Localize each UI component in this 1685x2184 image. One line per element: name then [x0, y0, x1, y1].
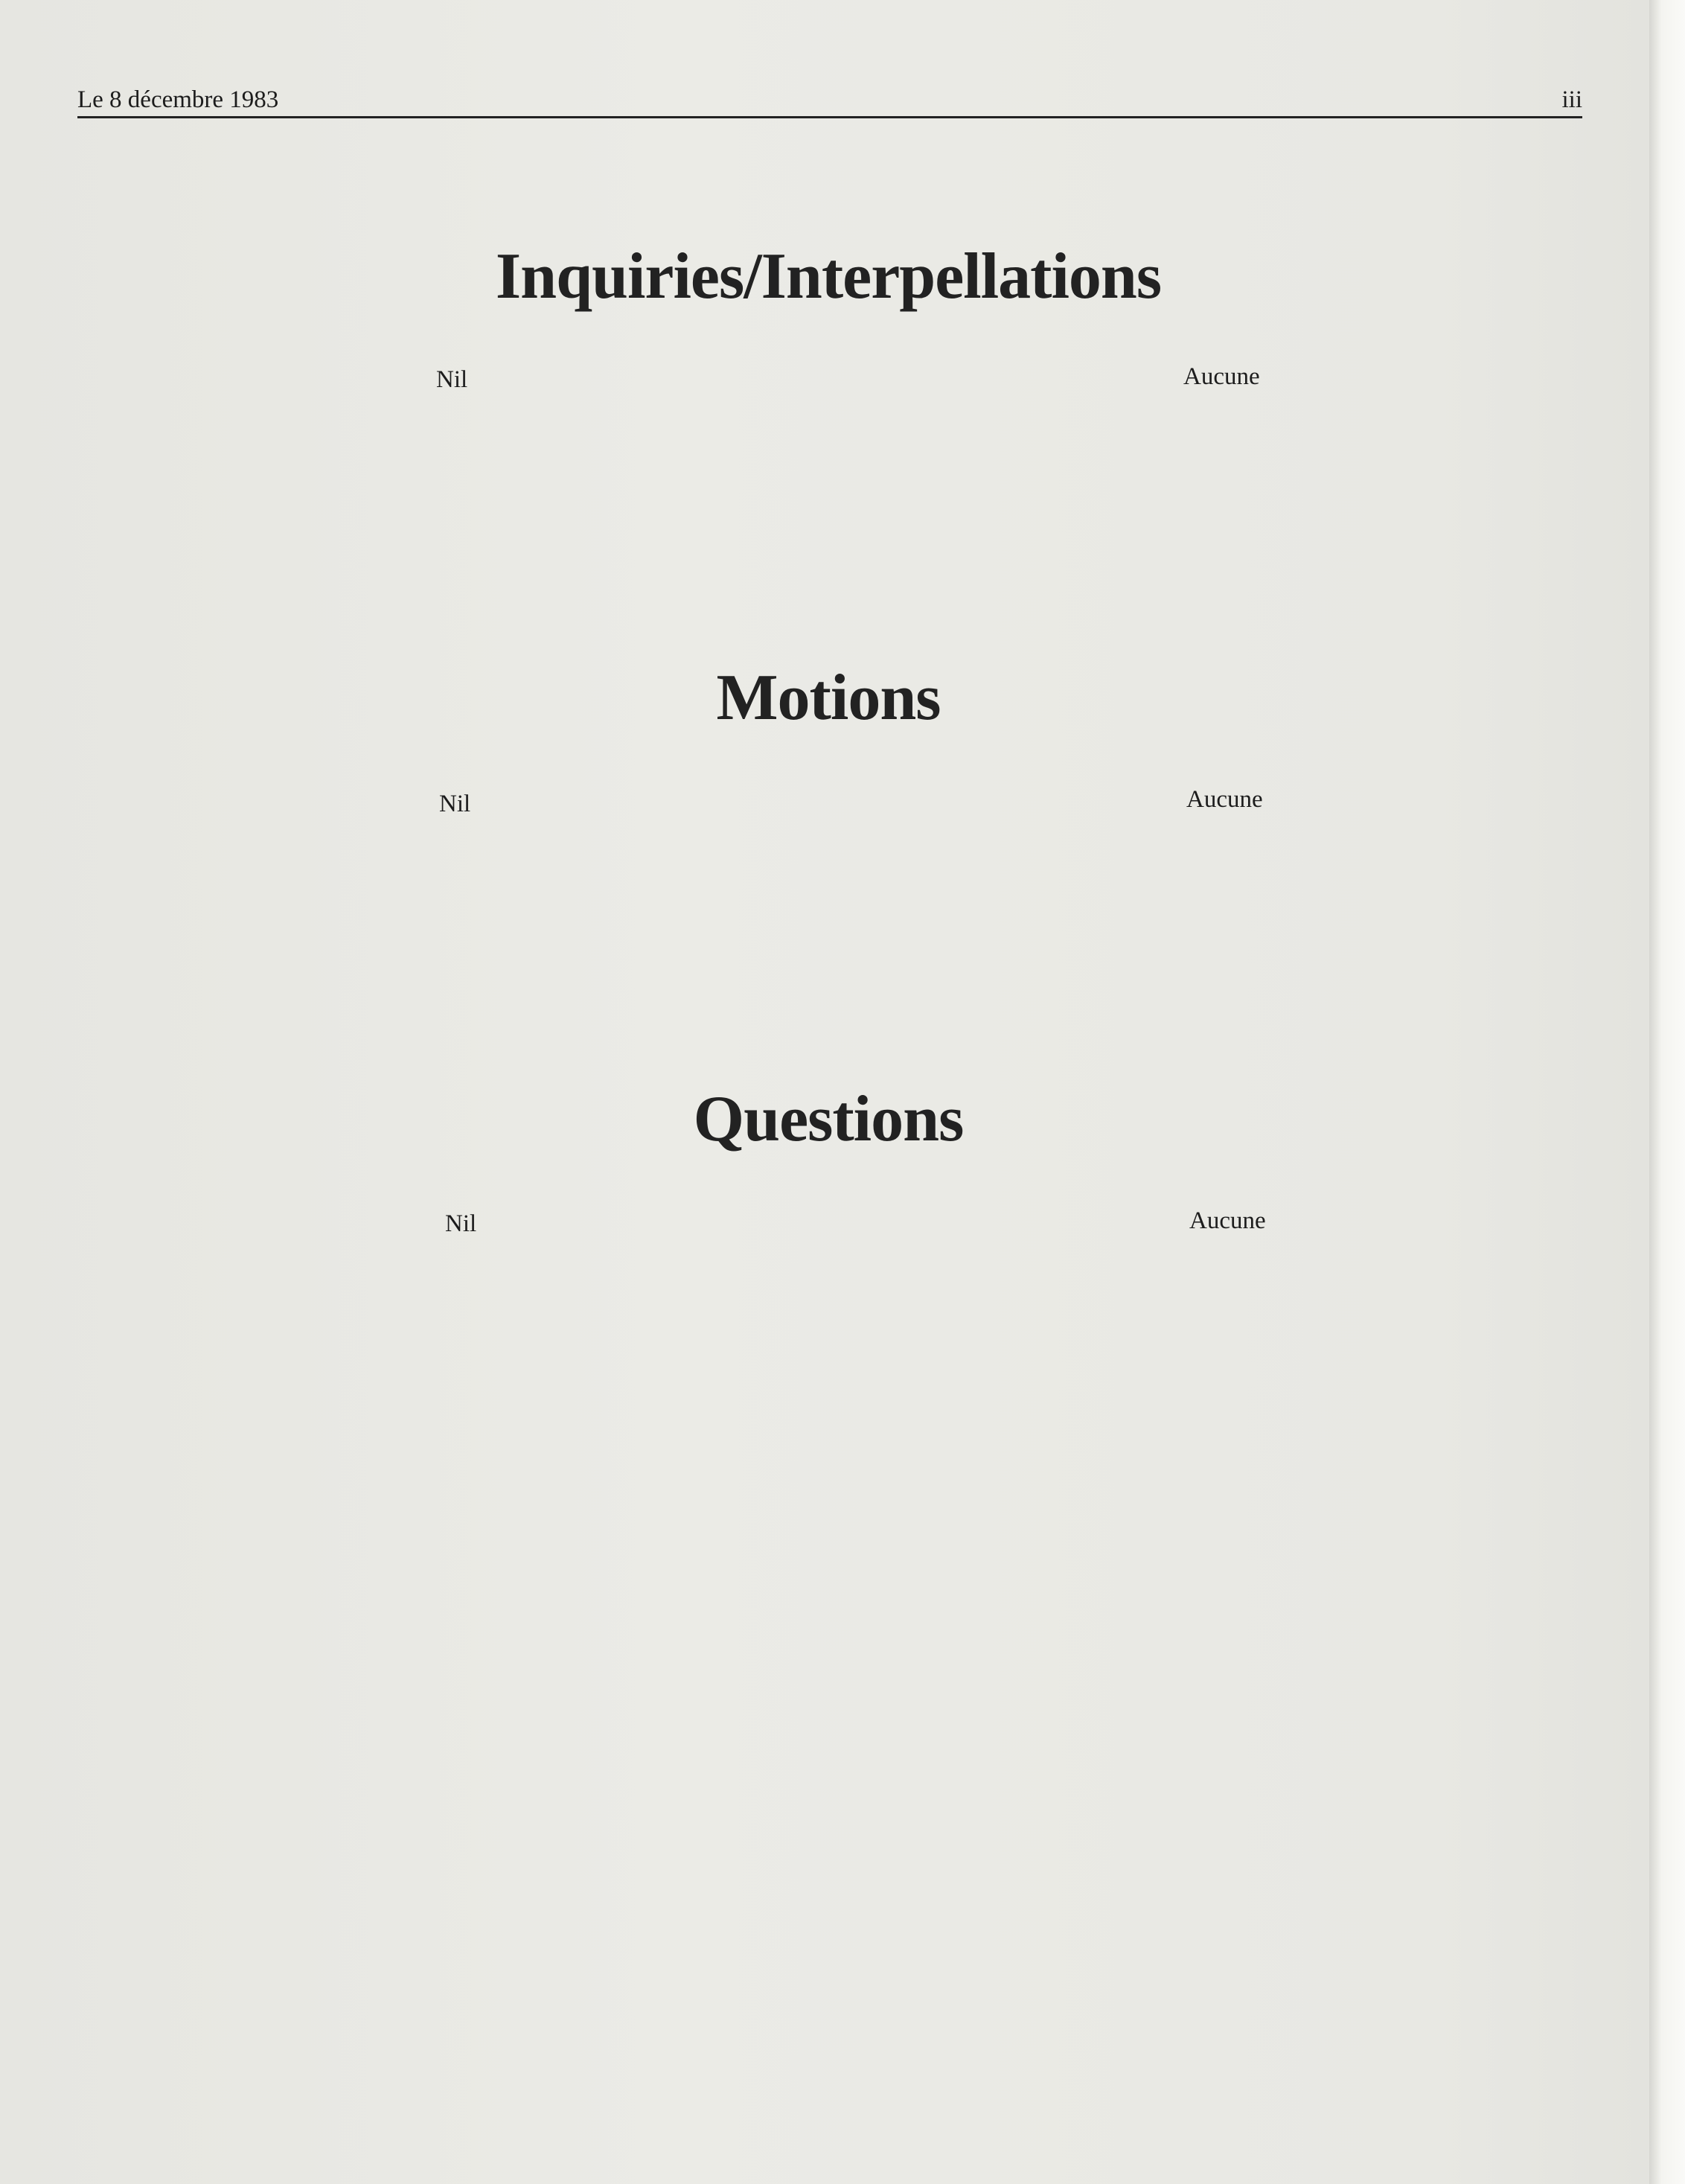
section-title-motions: Motions [716, 662, 941, 734]
running-header [77, 83, 1582, 118]
motions-french-entry: Aucune [1186, 786, 1263, 813]
page-number: iii [1561, 86, 1582, 113]
section-title-questions: Questions [693, 1083, 964, 1155]
section-title-inquiries: Inquiries/Interpellations [495, 240, 1162, 313]
header-date: Le 8 décembre 1983 [77, 86, 279, 113]
questions-french-entry: Aucune [1189, 1207, 1266, 1234]
inquiries-french-entry: Aucune [1183, 363, 1260, 390]
inquiries-english-entry: Nil [436, 366, 468, 393]
motions-english-entry: Nil [439, 791, 471, 817]
questions-english-entry: Nil [445, 1210, 477, 1237]
